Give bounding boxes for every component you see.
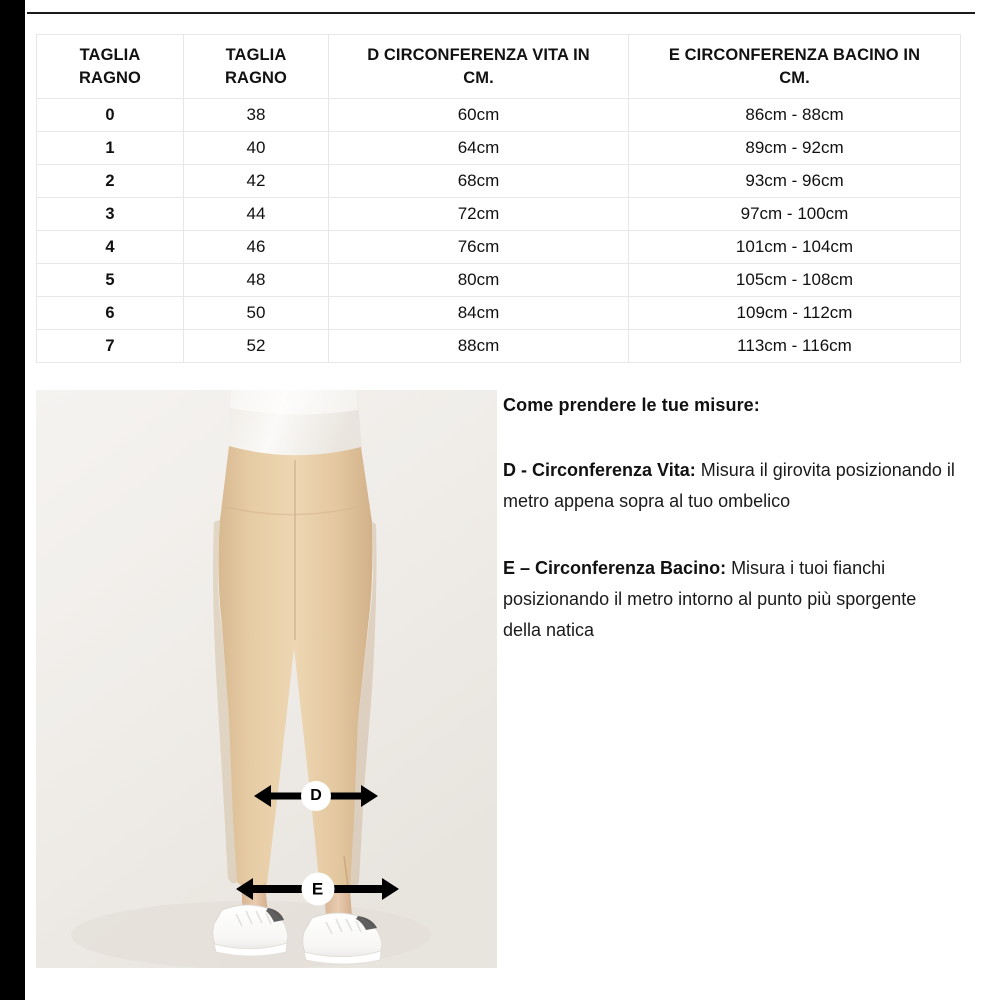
cell-waist: 80cm (329, 264, 629, 297)
header-line-2: RAGNO (79, 68, 141, 87)
cell-size-it: 38 (184, 99, 329, 132)
instruction-term-e: E – Circonferenza Bacino: (503, 557, 727, 578)
cell-hip: 109cm - 112cm (629, 297, 961, 330)
cell-size-it: 40 (184, 132, 329, 165)
cell-size-it: 46 (184, 231, 329, 264)
cell-size-it: 52 (184, 330, 329, 363)
cell-size-code: 2 (37, 165, 184, 198)
cell-hip: 105cm - 108cm (629, 264, 961, 297)
cell-hip: 97cm - 100cm (629, 198, 961, 231)
instruction-item-e (503, 553, 955, 646)
top-divider-rule (27, 12, 975, 14)
cell-size-it: 44 (184, 198, 329, 231)
cell-size-code: 5 (37, 264, 184, 297)
arrow-d-head-right-icon (361, 785, 378, 807)
sneaker-left (213, 905, 288, 956)
cell-waist: 72cm (329, 198, 629, 231)
instructions-title: Come prendere le tue misure: (503, 395, 760, 415)
table-row (37, 165, 961, 198)
cell-hip: 113cm - 116cm (629, 330, 961, 363)
table-body (37, 99, 961, 363)
arrow-e-badge: E (301, 873, 334, 906)
header-line-2: RAGNO (225, 68, 287, 87)
column-header-circonferenza-vita (329, 35, 629, 99)
cell-hip: 93cm - 96cm (629, 165, 961, 198)
header-line-2: CM. (463, 68, 494, 87)
cell-size-code: 6 (37, 297, 184, 330)
header-line-2: CM. (779, 68, 810, 87)
table-header-row (37, 35, 961, 99)
column-header-circonferenza-bacino (629, 35, 961, 99)
cell-waist: 84cm (329, 297, 629, 330)
cell-waist: 60cm (329, 99, 629, 132)
left-gutter-bar (0, 0, 25, 1000)
cell-waist: 76cm (329, 231, 629, 264)
sneaker-right (303, 913, 382, 964)
table-row (37, 330, 961, 363)
table-row (37, 264, 961, 297)
table-header (37, 35, 961, 99)
cell-size-code: 3 (37, 198, 184, 231)
table-row (37, 132, 961, 165)
arrow-e-head-right-icon (382, 878, 399, 900)
cell-size-it: 42 (184, 165, 329, 198)
header-line-1: E CIRCONFERENZA BACINO IN (668, 45, 921, 64)
table-row (37, 297, 961, 330)
column-header-taglia-ragno-code (37, 35, 184, 99)
header-line-1: TAGLIA (225, 45, 287, 64)
arrow-e-head-left-icon (236, 878, 253, 900)
table-row (37, 198, 961, 231)
instruction-item-d (503, 455, 955, 517)
measurement-arrow-e (236, 874, 399, 904)
cell-size-code: 4 (37, 231, 184, 264)
measurement-arrow-d (254, 783, 378, 809)
table-row (37, 231, 961, 264)
cell-size-code: 7 (37, 330, 184, 363)
cell-size-it: 50 (184, 297, 329, 330)
table-row (37, 99, 961, 132)
cell-size-code: 0 (37, 99, 184, 132)
cell-size-code: 1 (37, 132, 184, 165)
cell-waist: 64cm (329, 132, 629, 165)
size-chart-table (36, 34, 961, 363)
measurement-photo (36, 390, 497, 968)
instruction-term-d: D - Circonferenza Vita: (503, 460, 696, 480)
instruction-text-e: Misura i tuoi fianchi posizionando il metro intorno al punto più sporgente della natica (503, 557, 917, 640)
cell-waist: 88cm (329, 330, 629, 363)
header-line-1: D CIRCONFERENZA VITA IN (367, 45, 590, 64)
arrow-d-head-left-icon (254, 785, 271, 807)
cell-hip: 86cm - 88cm (629, 99, 961, 132)
column-header-taglia-ragno-it (184, 35, 329, 99)
instruction-text-d: Misura il girovita posizionando il metro appena sopra al tuo ombelico (503, 460, 955, 511)
instructions-panel (503, 392, 955, 646)
cell-waist: 68cm (329, 165, 629, 198)
arrow-d-badge: D (301, 781, 331, 811)
header-line-1: TAGLIA (79, 45, 141, 64)
cell-hip: 89cm - 92cm (629, 132, 961, 165)
cell-hip: 101cm - 104cm (629, 231, 961, 264)
cell-size-it: 48 (184, 264, 329, 297)
